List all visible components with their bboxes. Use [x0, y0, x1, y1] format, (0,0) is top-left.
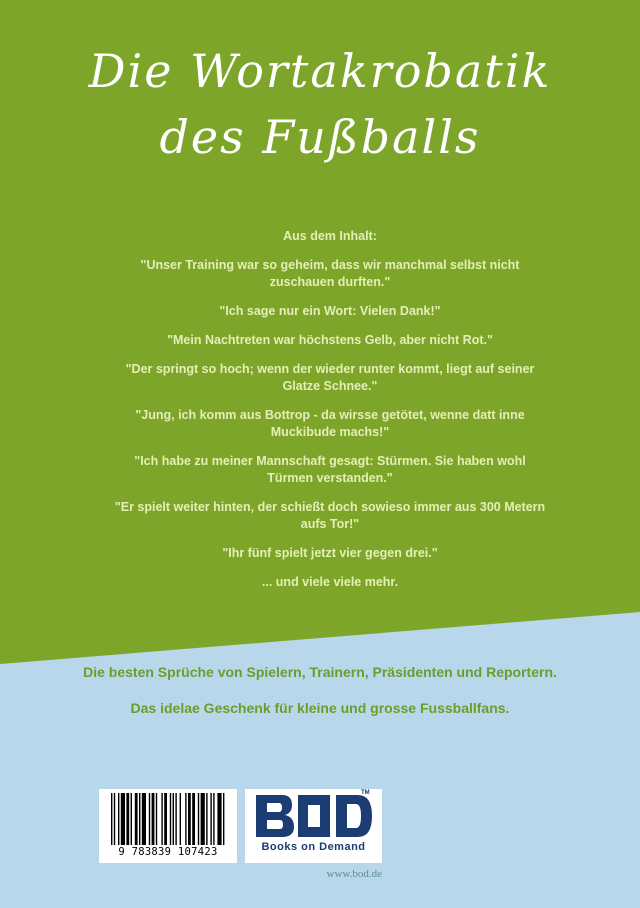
quote: "Jung, ich komm aus Bottrop - da wirsse getötet, wenne datt inne Muckibude machs!"	[135, 408, 525, 439]
bod-logo-mark	[252, 793, 376, 839]
publisher-url: www.bod.de	[326, 868, 382, 880]
isbn-barcode	[99, 789, 237, 863]
contents-section	[110, 228, 550, 603]
barcode-bar	[118, 793, 119, 845]
barcode-bar	[175, 793, 176, 845]
contents-heading: Aus dem Inhalt:	[283, 229, 377, 243]
blurb-line-1: Die besten Sprüche von Spielern, Trainern, Präsidenten und Reportern.	[83, 664, 557, 680]
barcode-bar	[121, 793, 125, 845]
barcode-bar	[152, 793, 155, 845]
barcode-bar	[161, 793, 162, 845]
quote: "Ihr fünf spielt jetzt vier gegen drei."	[222, 546, 438, 560]
barcode-bar	[180, 793, 181, 845]
barcode-bar	[217, 793, 221, 845]
quote: "Mein Nachtreten war höchstens Gelb, aber nicht Rot."	[167, 333, 493, 347]
barcode-bars	[99, 789, 237, 847]
quote: "Er spielt weiter hinten, der schießt doch sowieso immer aus 300 Metern aufs Tor!"	[114, 500, 546, 531]
barcode-bar	[114, 793, 115, 845]
barcode-number: 9 783839 107423	[118, 846, 218, 858]
bod-logo	[245, 789, 382, 863]
barcode-bar	[201, 793, 205, 845]
blurb-line-2: Das idelae Geschenk für kleine und grosse Fussballfans.	[130, 700, 510, 716]
barcode-bar	[223, 793, 224, 845]
barcode-bar	[111, 793, 112, 845]
barcode-bar	[198, 793, 199, 845]
quote: "Ich habe zu meiner Mannschaft gesagt: Stürmen. Sie haben wohl Türmen verstanden."	[134, 454, 526, 485]
barcode-bar	[206, 793, 207, 845]
bod-tagline: Books on Demand	[261, 841, 366, 853]
barcode-bar	[139, 793, 140, 845]
barcode-bar	[126, 793, 129, 845]
barcode-bar	[213, 793, 214, 845]
barcode-bar	[164, 793, 167, 845]
barcode-bar	[135, 793, 138, 845]
barcode-bar	[185, 793, 186, 845]
quote: "Ich sage nur ein Wort: Vielen Dank!"	[219, 304, 441, 318]
quote: "Unser Training war so geheim, dass wir manchmal selbst nicht zuschauen durften."	[140, 258, 520, 289]
book-title	[0, 38, 640, 170]
barcode-bar	[131, 793, 132, 845]
barcode-bar	[149, 793, 150, 845]
title-line-2: des Fußballs	[159, 110, 481, 164]
blurb	[80, 662, 560, 734]
barcode-bar	[188, 793, 191, 845]
barcode-bar	[173, 793, 174, 845]
title-line-1: Die Wortakrobatik	[88, 44, 552, 98]
barcode-bar	[156, 793, 157, 845]
quote: "Der springt so hoch; wenn der wieder runter kommt, liegt auf seiner Glatze Schnee."	[125, 362, 535, 393]
barcode-bar	[142, 793, 146, 845]
barcode-bar	[210, 793, 211, 845]
trademark-symbol: TM	[361, 790, 370, 796]
barcode-bar	[192, 793, 195, 845]
more-text: ... und viele viele mehr.	[261, 575, 399, 589]
barcode-bar	[170, 793, 171, 845]
